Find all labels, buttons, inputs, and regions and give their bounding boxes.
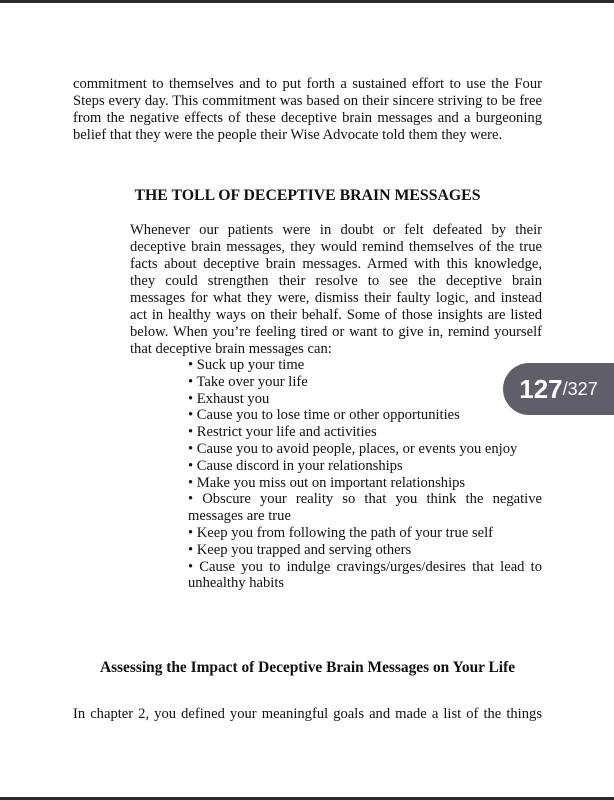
list-item: • Obscure your reality so that you think the negative messages are true [188, 491, 542, 525]
list-item: • Restrict your life and activities [188, 424, 377, 441]
list-item: • Take over your life [188, 373, 308, 390]
list-item: • Cause you to lose time or other opportunities [188, 407, 460, 424]
list-item: • Suck up your time [188, 357, 305, 373]
page-separator: / [562, 378, 568, 399]
current-page-number: 127 [519, 373, 563, 404]
subsection-heading: Assessing the Impact of Deceptive Brain Messages on Your Life [99, 659, 516, 676]
list-item: • Keep you from following the path of your true self [188, 524, 494, 541]
total-page-count: 327 [567, 378, 598, 399]
list-item: • Cause you to indulge cravings/urges/desires that lead to unhealthy habits [188, 558, 542, 592]
body-paragraph-top: commitment to themselves and to put forth a sustained effort to use the Four Steps every day. This commitment was based on their sincere striving to be free from the negative effects of these deceptive brain messages and a burgeoning belief that they were the people their Wise Advocate told them they were. [73, 76, 542, 143]
list-item: • Cause discord in your relationships [188, 457, 403, 474]
list-item: • Keep you trapped and serving others [188, 541, 412, 558]
body-paragraph-indented: Whenever our patients were in doubt or felt defeated by their deceptive brain messages, they would remind themselves of the true facts about deceptive brain messages. Armed with this knowledge, they could strengthen their resolve to see the deceptive brain messages for what they were, dismiss their faulty logic, and instead act in healthy ways on their behalf. Some of those insights are listed below. When you’re feeling tired or want to give in, remind yourself that deceptive brain messages can: [130, 222, 542, 357]
body-paragraph-bottom: In chapter 2, you defined your meaningful goals and made a list of the things [73, 706, 542, 722]
page-number-badge[interactable] [503, 363, 614, 415]
bullet-list [188, 357, 542, 592]
list-item: • Make you miss out on important relationships [188, 474, 466, 491]
section-heading: THE TOLL OF DECEPTIVE BRAIN MESSAGES [134, 187, 481, 204]
list-item: • Cause you to avoid people, places, or events you enjoy [188, 440, 518, 457]
list-item: • Exhaust you [188, 390, 270, 407]
